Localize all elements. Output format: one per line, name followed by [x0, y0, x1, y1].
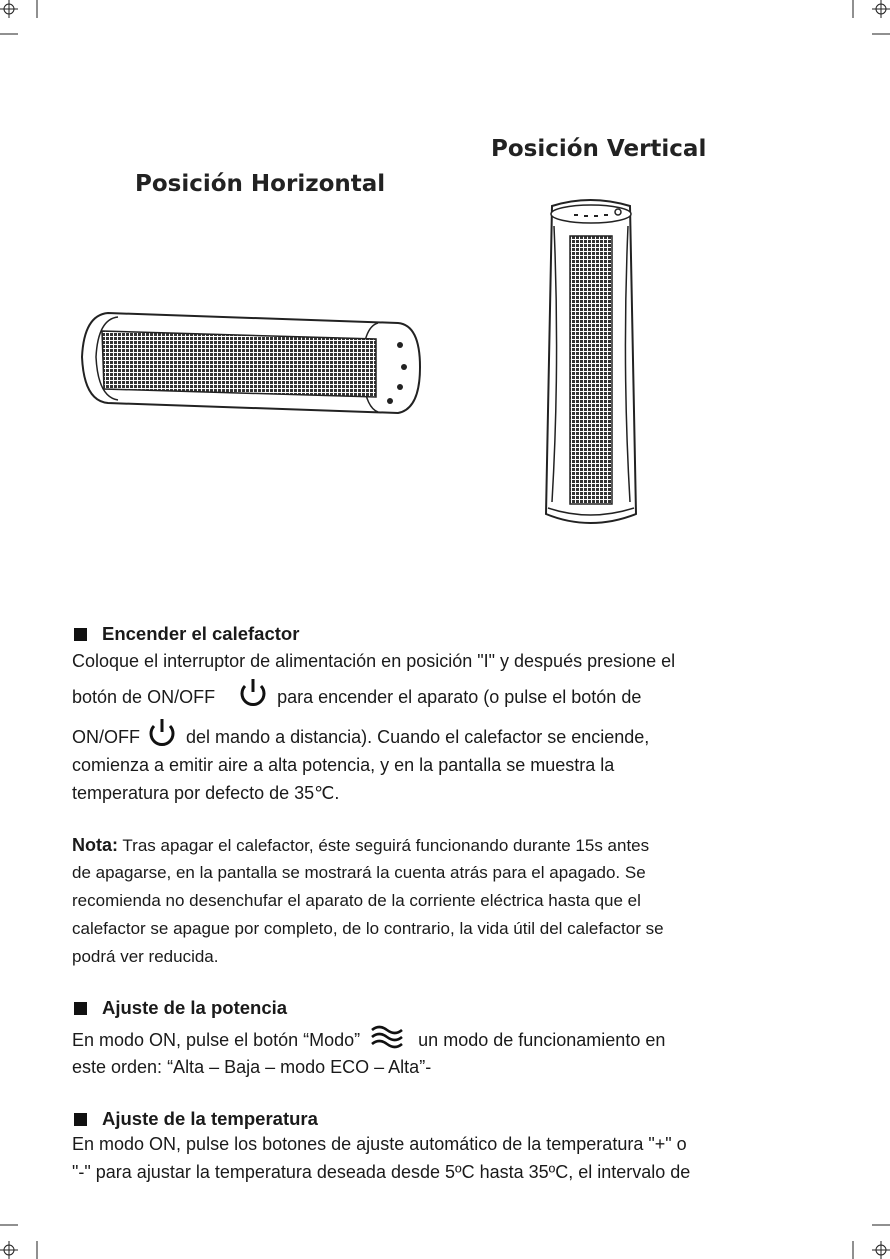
- paragraph-line: En modo ON, pulse el botón “Modo” un modo de funcionamiento en: [72, 1030, 665, 1052]
- paragraph-line: "-" para ajustar la temperatura deseada desde 5ºC hasta 35ºC, el intervalo de: [72, 1162, 691, 1182]
- note-block: [72, 835, 812, 970]
- section-power-on: [72, 623, 812, 813]
- horizontal-position-title: Posición Horizontal: [135, 171, 386, 197]
- paragraph-line: ON/OFF del mando a distancia). Cuando el calefactor se enciende,: [72, 727, 649, 749]
- note-line: podrá ver reducida.: [72, 947, 219, 966]
- square-bullet-icon: [74, 1002, 87, 1015]
- section-temperature: [72, 1108, 812, 1193]
- section-heading: Encender el calefactor: [102, 622, 300, 644]
- note-line: calefactor se apague por completo, de lo contrario, la vida útil del calefactor se: [72, 919, 664, 938]
- crop-mark-icon: [830, 1219, 890, 1259]
- note-line: de apagarse, en la pantalla se mostrará la cuenta atrás para el apagado. Se: [72, 863, 646, 882]
- paragraph-line: este orden: “Alta – Baja – modo ECO – Alta”-: [72, 1057, 432, 1077]
- section-heading: Ajuste de la temperatura: [102, 1107, 318, 1129]
- section-power-adjust: [72, 997, 812, 1082]
- section-heading: Ajuste de la potencia: [102, 996, 288, 1018]
- crop-mark-icon: [830, 0, 890, 40]
- paragraph-line: comienza a emitir aire a alta potencia, y en la pantalla se muestra la: [72, 755, 615, 775]
- power-icon: [145, 718, 179, 748]
- square-bullet-icon: [74, 628, 87, 641]
- crop-mark-icon: [0, 1219, 60, 1259]
- crop-mark-icon: [0, 0, 60, 40]
- mode-wave-icon: [369, 1024, 409, 1050]
- note-line: Nota: Tras apagar el calefactor, éste seguirá funcionando durante 15s antes: [72, 835, 650, 855]
- paragraph-line: temperatura por defecto de 35℃.: [72, 783, 340, 803]
- vertical-position-title: Posición Vertical: [491, 136, 707, 162]
- paragraph-line: Coloque el interruptor de alimentación en posición "I" y después presione el: [72, 651, 676, 671]
- square-bullet-icon: [74, 1113, 87, 1126]
- note-label: Nota:: [72, 835, 118, 855]
- heater-vertical-illustration: [540, 196, 640, 531]
- heater-horizontal-illustration: [78, 305, 423, 420]
- paragraph-line: En modo ON, pulse los botones de ajuste automático de la temperatura "+" o: [72, 1134, 687, 1154]
- paragraph-line: botón de ON/OFF para encender el aparato (o pulse el botón de: [72, 687, 641, 709]
- note-line: recomienda no desenchufar el aparato de la corriente eléctrica hasta que el: [72, 891, 641, 910]
- power-icon: [236, 678, 270, 708]
